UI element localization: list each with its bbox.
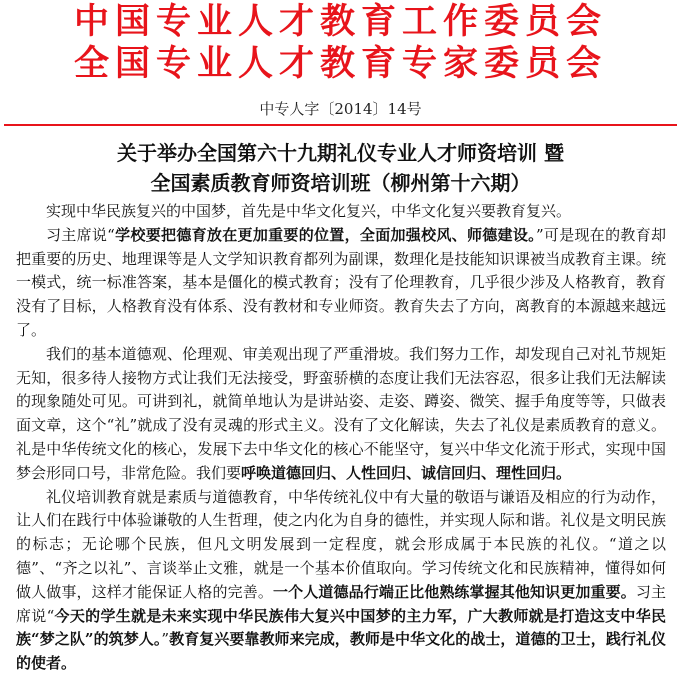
paragraph-1-text: 实现中华民族复兴的中国梦，首先是中华文化复兴，中华文化复兴要教育复兴。 xyxy=(46,202,572,220)
document-title-line-2: 全国素质教育师资培训班（柳州第十六期） xyxy=(150,171,531,195)
paragraph-2 xyxy=(16,224,666,343)
paragraph-4 xyxy=(16,486,666,676)
organization-name-2: 全国专业人才教育专家委员会 xyxy=(73,43,607,84)
paragraph-4-emphasis-1: 一个人道德品行端正比他熟练掌握其他知识更加重要。 xyxy=(273,582,636,601)
paragraph-4-quote-close: ” xyxy=(161,630,170,649)
paragraph-4-quote: 今天的学生就是未来实现中华民族伟大复兴中国梦的主力军，广大教师就是打造这支中华民族“梦之队”的筑梦人。 xyxy=(16,606,666,649)
document-number: 中专人字〔2014〕14号 xyxy=(259,100,422,118)
paragraph-3-text: 我们的基本道德观、伦理观、审美观出现了严重滑坡。我们努力工作，却发现自己对礼节规矩无知，很多待人接物方式让我们无法接受，野蛮骄横的态度让我们无法容忍，很多让我们无法解读的现象随处可见。可讲到礼，就简单地认为是讲站姿、走姿、蹲姿、微笑、握手角度等等，只做表面文章，这个“礼”就成了没有灵魂的形式主义。没有了文化解读，失去了礼仪是素质教育的意义。礼是中华传统文化的核心，发展下去中华文化的核心不能坚守，复兴中华文化流于形式，实现中国梦会形同口号，非常危险。我们要 xyxy=(16,344,666,482)
paragraph-2-text: ”可是现在的教育却把重要的历史、地理课等是人文学知识教育都列为副课，数理化是技能知识课被当成教育主课。统一模式，统一标准答案，基本是僵化的模式教育；没有了伦理教育，几乎很少涉及人格教育，教育没有了目标，人格教育没有体系、没有教材和专业师资。教育失去了方向，离教育的本源越来越远了。 xyxy=(16,225,666,339)
paragraph-3-emphasis: 呼唤道德回归、人性回归、诚信回归、理性回归。 xyxy=(241,463,572,482)
paragraph-3 xyxy=(16,343,666,486)
paragraph-4-text: 礼仪培训教育就是素质与道德教育，中华传统礼仪中有大量的敬语与谦语及相应的行为动作，让人们在践行中体验谦敬的人生哲理，使之内化为自身的德性，并实现人际和谐。礼仪是文明民族的标志；无论哪个民族，但凡文明发展到一定程度，就会形成属于本民族的礼仪。“道之以德”、“齐之以礼”、言谈举止文雅，就是一个基本价值取向。学习传统文化和民族精神，懂得如何做人做事，这样才能保证人格的完善。 xyxy=(16,487,666,601)
organization-name-1: 中国专业人才教育工作委员会 xyxy=(73,1,607,42)
paragraph-1 xyxy=(16,200,666,224)
header-divider xyxy=(4,124,677,126)
document-title-line-1: 关于举办全国第六十九期礼仪专业人才师资培训 暨 xyxy=(117,141,564,165)
paragraph-4-quote-open: 习主席说“ xyxy=(16,582,666,625)
quote-open: 习主席说“ xyxy=(46,225,115,244)
paragraph-4-emphasis-2: 教育复兴要靠教师来完成，教师是中华文化的战士，道德的卫士，践行礼仪的使者。 xyxy=(16,630,666,673)
document-body xyxy=(16,200,666,676)
quote-text: 学校要把德育放在更加重要的位置，全面加强校风、师德建设。 xyxy=(114,225,536,244)
